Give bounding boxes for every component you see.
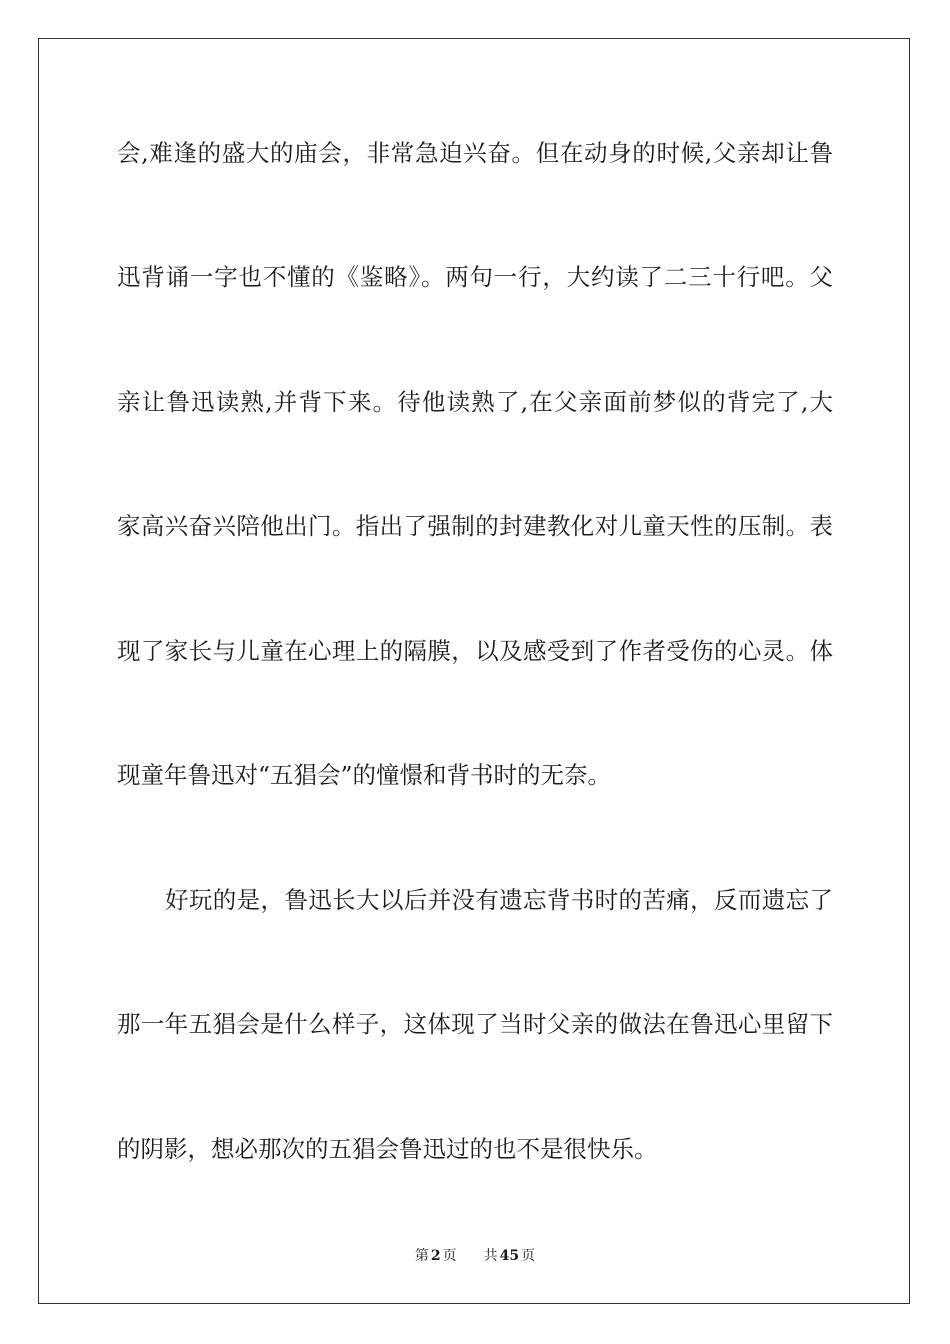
page-prefix: 第 bbox=[414, 1248, 429, 1264]
total-prefix: 共 bbox=[483, 1248, 498, 1264]
text-line: 迅背诵一字也不懂的《鉴略》。两句一行，大约读了二三十行吧。父 bbox=[117, 263, 833, 291]
total-pages-label bbox=[484, 1247, 535, 1265]
total-pages: 45 bbox=[499, 1248, 520, 1264]
text-line: 亲让鲁迅读熟,并背下来。待他读熟了,在父亲面前梦似的背完了,大 bbox=[117, 388, 833, 416]
page-suffix: 页 bbox=[442, 1248, 457, 1264]
page-label bbox=[415, 1247, 457, 1265]
page-number: 2 bbox=[430, 1248, 441, 1264]
paragraph-2 bbox=[117, 871, 833, 1178]
text-line: 家高兴奋兴陪他出门。指出了强制的封建教化对儿童天性的压制。表 bbox=[117, 512, 833, 540]
document-body bbox=[117, 124, 833, 1178]
text-line: 会,难逢的盛大的庙会，非常急迫兴奋。但在动身的时候,父亲却让鲁 bbox=[117, 139, 833, 167]
total-suffix: 页 bbox=[521, 1248, 536, 1264]
page-footer bbox=[0, 1247, 950, 1265]
text-line: 那一年五猖会是什么样子，这体现了当时父亲的做法在鲁迅心里留下 bbox=[117, 1010, 833, 1038]
text-line: 现了家长与儿童在心理上的隔膜，以及感受到了作者受伤的心灵。体 bbox=[117, 637, 833, 665]
paragraph-1 bbox=[117, 124, 833, 804]
text-line: 现童年鲁迅对“五猖会”的憧憬和背书时的无奈。 bbox=[117, 761, 612, 789]
text-line: 的阴影，想必那次的五猖会鲁迅过的也不是很快乐。 bbox=[117, 1135, 658, 1163]
text-line: 好玩的是，鲁迅长大以后并没有遗忘背书时的苦痛，反而遗忘了 bbox=[165, 886, 833, 914]
